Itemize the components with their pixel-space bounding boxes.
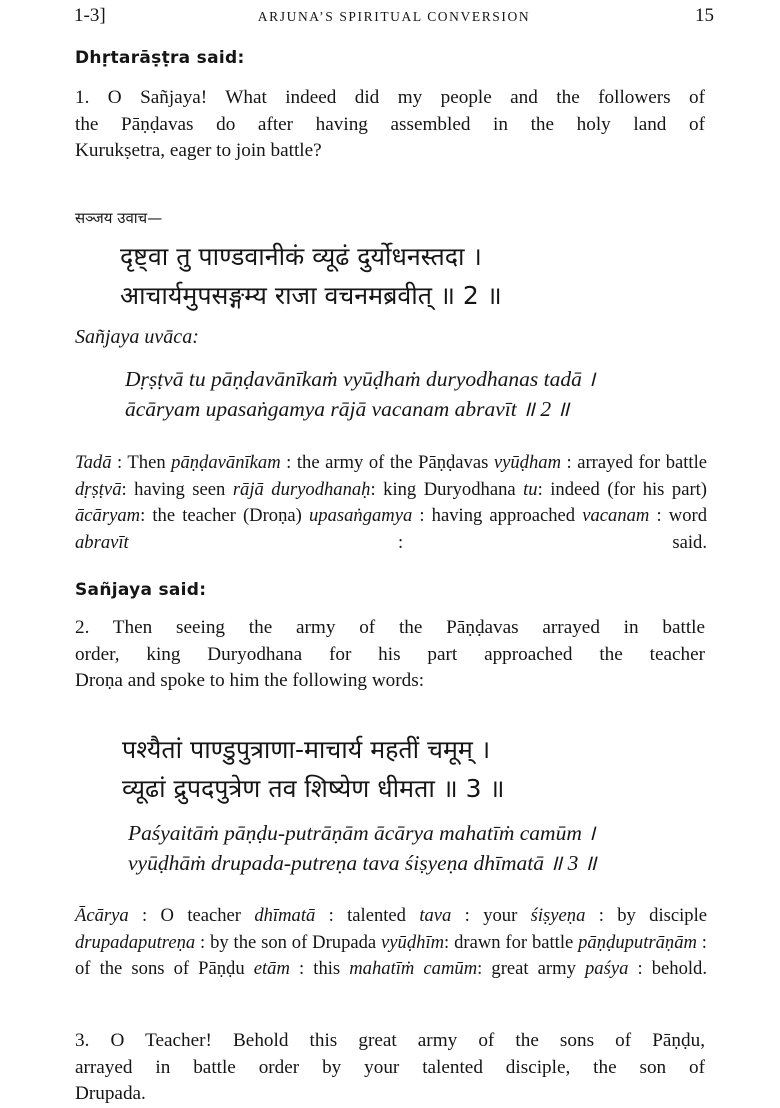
gloss-term: abravīt xyxy=(75,531,129,553)
running-title: ARJUNA’S SPIRITUAL CONVERSION xyxy=(257,9,531,24)
gloss-term: vacanam xyxy=(582,505,650,526)
chapter-verse-range: 1-3] xyxy=(74,5,106,26)
sanskrit-line: पश्यैतां पाण्डुपुत्राणा-माचार्य महतीं चमूम् । xyxy=(122,735,491,764)
verse-2-word-gloss xyxy=(75,450,707,556)
gloss-meaning: : behold. xyxy=(628,958,707,979)
gloss-term: tu xyxy=(523,478,538,500)
text-line: 3. O Teacher! Behold this great army of the sons of Pāṇḍu, xyxy=(75,1030,705,1051)
text-line: the Pāṇḍavas do after having assembled in the holy land of xyxy=(75,113,705,135)
gloss-term: dhīmatā xyxy=(254,905,316,926)
verse-3-translation xyxy=(75,1028,705,1108)
gloss-term: pāṇḍavānīkam xyxy=(171,452,281,473)
gloss-term: tava xyxy=(419,905,452,926)
verse-3-devanagari xyxy=(122,730,722,808)
gloss-meaning: : of the sons of Pāṇḍu xyxy=(75,931,707,979)
gloss-term: upasaṅgamya xyxy=(308,505,413,526)
gloss-term: etām xyxy=(253,958,290,979)
gloss-term: mahatīṁ camūm xyxy=(349,958,478,979)
transliteration-line: Paśyaitāṁ pāṇḍu-putrāṇām ācārya mahatīṁ camūm । xyxy=(128,821,596,845)
verse-2-devanagari xyxy=(120,237,720,315)
gloss-meaning: : king Duryodhana xyxy=(370,478,524,500)
translit-speaker: Sañjaya uvāca: xyxy=(75,326,199,348)
sanskrit-line: व्यूढां द्रुपदपुत्रेण तव शिष्येण धीमता ॥ 3 ॥ xyxy=(122,774,505,803)
text-line: Kurukṣetra, eager to join battle? xyxy=(75,140,322,161)
gloss-meaning: : by the son of Drupada xyxy=(195,931,382,953)
gloss-meaning: : this xyxy=(289,958,350,979)
devanagari-speaker: सञ्जय उवाच— xyxy=(75,209,163,227)
gloss-meaning: : said. xyxy=(128,531,707,553)
text-line: 1. O Sañjaya! What indeed did my people and the followers of xyxy=(75,87,705,108)
gloss-term: vyūḍhīm xyxy=(381,931,445,953)
speaker-heading: Sañjaya said: xyxy=(75,580,207,600)
gloss-meaning: : O teacher xyxy=(128,905,255,926)
gloss-term: rājā duryodhanaḥ xyxy=(232,478,371,500)
gloss-meaning: : by disciple xyxy=(585,905,707,926)
running-header xyxy=(74,5,714,29)
gloss-term: Tadā xyxy=(75,452,112,473)
gloss-meaning: : indeed (for his part) xyxy=(537,478,708,500)
gloss-meaning: : talented xyxy=(315,905,420,926)
verse-2-transliteration xyxy=(125,364,715,424)
verse-2-translation xyxy=(75,615,705,695)
speaker-heading: Dhṛtarāṣṭra said: xyxy=(75,48,245,68)
gloss-term: Ācārya xyxy=(75,905,129,926)
transliteration-line: vyūḍhāṁ drupada-putreṇa tava śiṣyeṇa dhīmatā ॥ 3 ॥ xyxy=(128,851,597,875)
gloss-term: vyūḍham xyxy=(493,452,561,473)
text-line: 2. Then seeing the army of the Pāṇḍavas arrayed in battle xyxy=(75,617,705,638)
sanskrit-line: दृष्ट्वा तु पाण्डवानीकं व्यूढं दुर्योधनस्तदा । xyxy=(120,242,482,271)
gloss-meaning: : great army xyxy=(477,958,585,979)
text-line: arrayed in battle order by your talented disciple, the son of xyxy=(75,1056,705,1078)
gloss-meaning: : drawn for battle xyxy=(444,931,579,953)
gloss-meaning: : Then xyxy=(111,452,172,473)
gloss-term: śiṣyeṇa xyxy=(530,905,586,926)
text-line: Drupada. xyxy=(75,1083,146,1104)
transliteration-line: ācāryam upasaṅgamya rājā vacanam abravīt ॥ 2 ॥ xyxy=(125,397,570,421)
page-number: 15 xyxy=(695,5,714,26)
gloss-term: pāṇḍuputrāṇām xyxy=(578,931,697,953)
gloss-term: drupadaputreṇa xyxy=(75,931,196,953)
text-line: Droṇa and spoke to him the following words: xyxy=(75,670,425,691)
sanskrit-line: आचार्यमुपसङ्गम्य राजा वचनमब्रवीत् ॥ 2 ॥ xyxy=(120,281,502,310)
gloss-term: paśya xyxy=(584,958,629,979)
gloss-term: ācāryam xyxy=(75,505,141,526)
gloss-meaning: : word xyxy=(649,505,707,526)
gloss-meaning: : the army of the Pāṇḍavas xyxy=(280,452,494,473)
text-line: order, king Duryodhana for his part approached the teacher xyxy=(75,643,705,665)
verse-1-translation xyxy=(75,85,705,165)
gloss-term: dṛṣṭvā xyxy=(75,478,122,500)
gloss-meaning: : having approached xyxy=(412,505,583,526)
gloss-meaning: : having seen xyxy=(121,478,233,500)
gloss-meaning: : arrayed for battle xyxy=(561,452,707,473)
verse-3-word-gloss xyxy=(75,903,707,983)
verse-3-transliteration xyxy=(128,818,718,878)
gloss-meaning: : your xyxy=(451,905,531,926)
gloss-meaning: : the teacher (Droṇa) xyxy=(140,505,309,526)
transliteration-line: Dṛṣṭvā tu pāṇḍavānīkaṁ vyūḍhaṁ duryodhanas tadā । xyxy=(125,367,596,391)
